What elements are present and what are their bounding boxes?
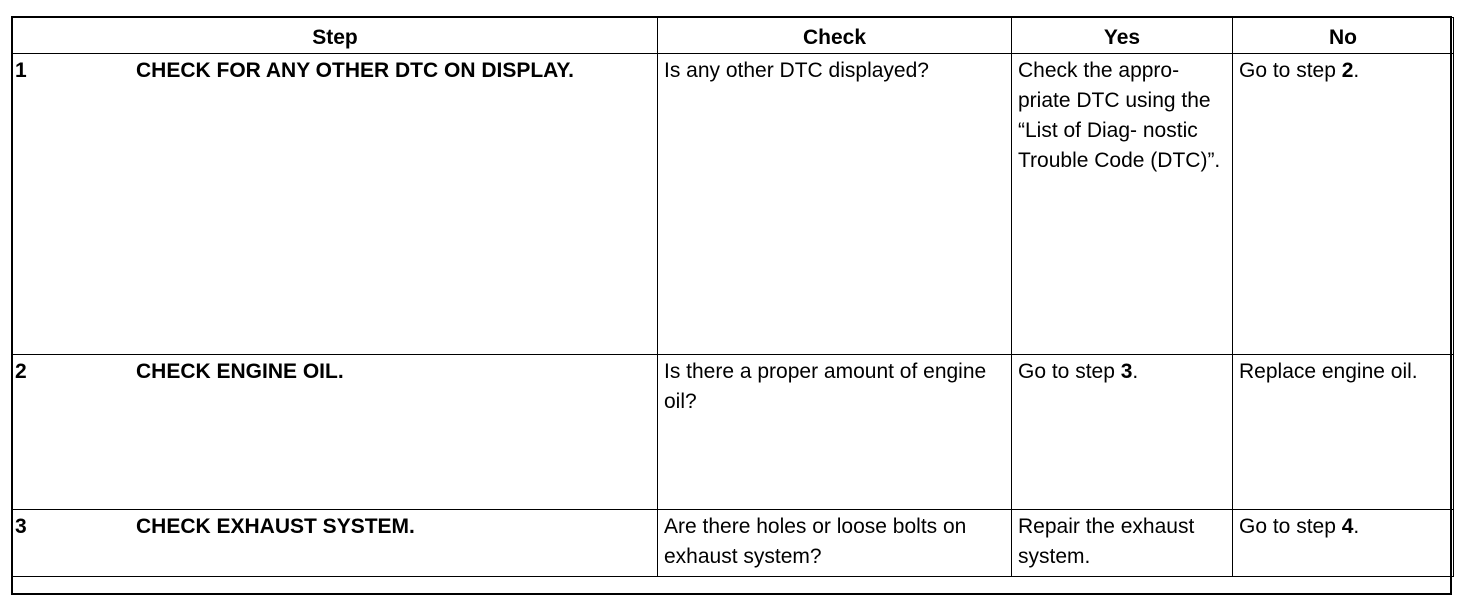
goto-step-number: 4 [1341,515,1354,538]
check-text: Is there a proper amount of engine oil? [664,360,987,413]
no-text [1239,515,1359,538]
step-number: 3 [15,515,27,538]
goto-prefix: Go to step [1018,360,1121,383]
no-cell [1233,355,1454,510]
step-number: 1 [15,59,27,82]
goto-suffix: . [1353,515,1360,538]
no-text: Replace engine oil. [1239,360,1418,383]
yes-cell [1012,510,1233,577]
header-step: Step [13,18,658,54]
yes-text: Repair the exhaust system. [1018,515,1195,568]
goto-prefix: Go to step [1239,515,1342,538]
check-text: Is any other DTC displayed? [664,59,929,82]
header-yes: Yes [1012,18,1233,54]
yes-cell [1012,54,1233,355]
no-cell [1233,510,1454,577]
step-title: CHECK EXHAUST SYSTEM. [136,515,415,538]
no-text [1239,59,1359,82]
goto-step-number: 2 [1341,59,1354,82]
step-cell [13,510,658,577]
goto-suffix: . [1132,360,1139,383]
check-cell [658,355,1012,510]
step-title: CHECK ENGINE OIL. [136,360,344,383]
table-row [13,355,1454,510]
goto-suffix: . [1353,59,1360,82]
header-no: No [1233,18,1454,54]
header-check: Check [658,18,1012,54]
step-title: CHECK FOR ANY OTHER DTC ON DISPLAY. [136,59,574,82]
goto-prefix: Go to step [1239,59,1342,82]
check-cell [658,510,1012,577]
check-text: Are there holes or loose bolts on exhaust system? [664,515,967,568]
header-row [13,18,1454,54]
step-cell [13,54,658,355]
goto-step-number: 3 [1120,360,1133,383]
yes-text: Check the appro- priate DTC using the “List of Diag- nostic Trouble Code (DTC)”. [1018,59,1221,172]
yes-cell [1012,355,1233,510]
step-number: 2 [15,360,27,383]
step-cell [13,355,658,510]
yes-text [1018,360,1138,383]
table-row [13,54,1454,355]
table-row [13,510,1454,577]
check-cell [658,54,1012,355]
diagnostic-table [12,17,1454,577]
no-cell [1233,54,1454,355]
